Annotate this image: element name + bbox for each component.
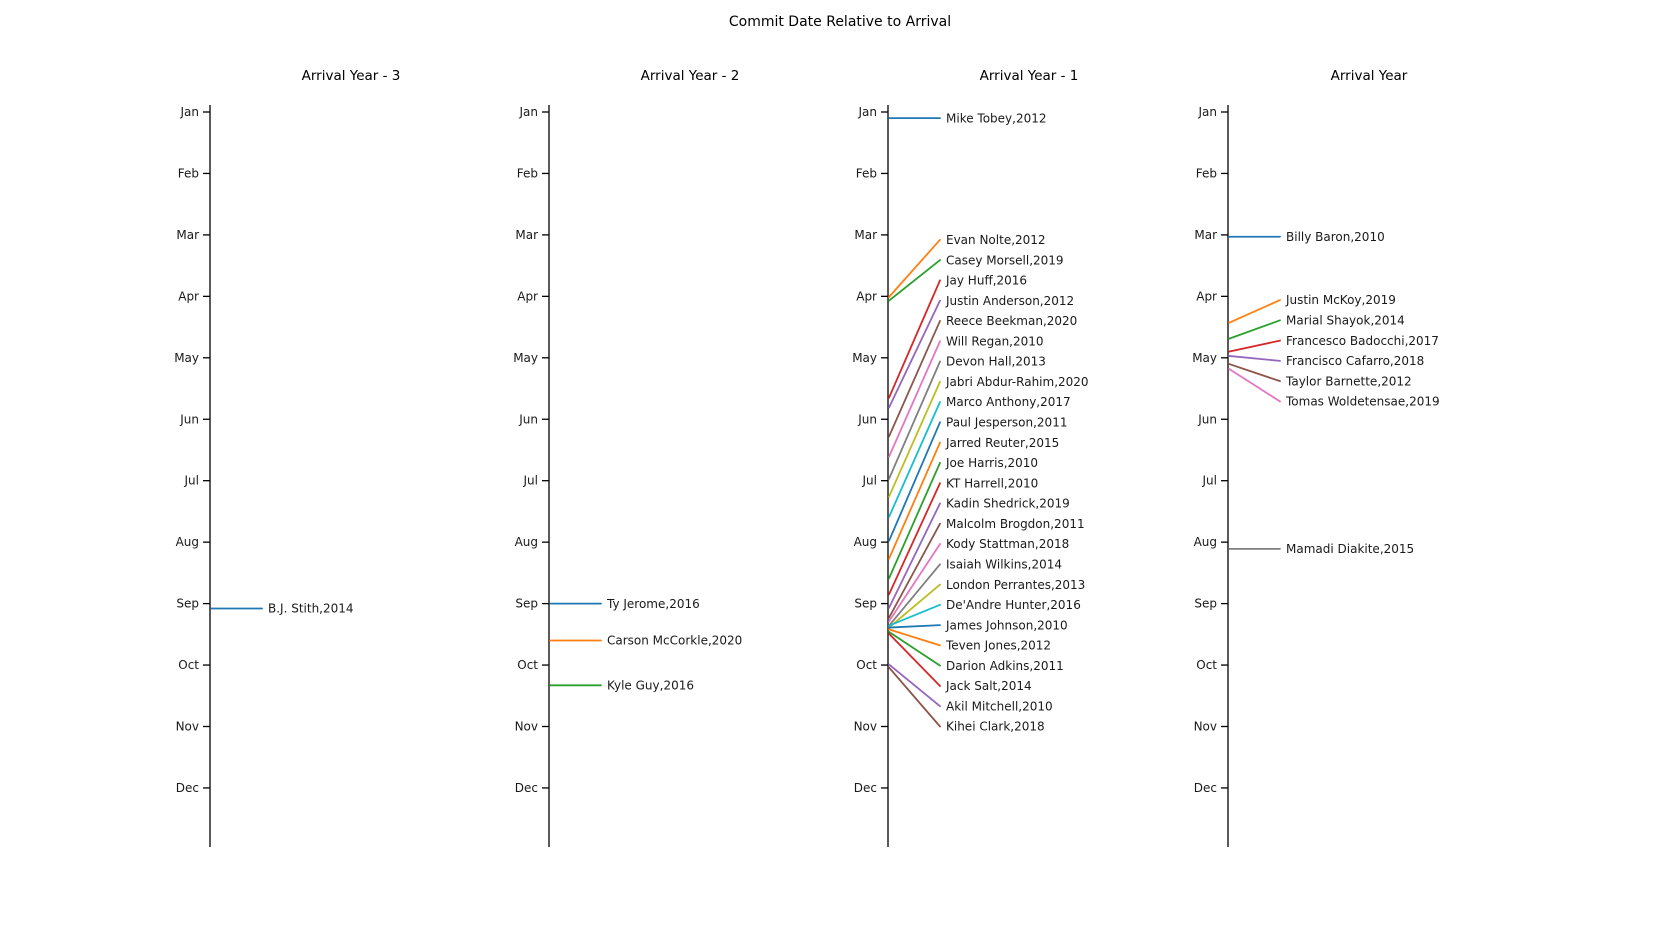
player-label: Justin Anderson,2012 [946,293,1075,308]
month-tick-label: Jun [858,412,877,427]
month-tick-label: Oct [178,658,199,673]
month-tick-label: Nov [175,719,199,734]
month-tick-label: Jan [858,105,877,119]
commit-line [889,301,940,408]
player-label: Will Regan,2010 [946,334,1044,349]
month-tick-label: Apr [517,289,538,304]
month-tick-label: Feb [177,166,199,181]
player-label: London Perrantes,2013 [946,577,1086,592]
player-label: Francesco Badocchi,2017 [1286,333,1439,348]
month-tick-label: May [852,350,877,365]
panel-title-arrival-year-3: Arrival Year - 3 [301,68,401,84]
panel-2 [513,105,742,847]
month-tick-label: Apr [178,289,199,304]
month-tick-label: Mar [854,227,877,242]
player-label: Joe Harris,2010 [946,456,1039,471]
month-tick-label: Feb [1195,166,1217,181]
player-label: Isaiah Wilkins,2014 [946,557,1063,572]
commit-line [1229,364,1280,381]
player-label: Jack Salt,2014 [946,679,1032,694]
player-label: Kihei Clark,2018 [946,719,1045,734]
player-label: Mike Tobey,2012 [946,111,1047,126]
month-tick-label: Aug [1193,535,1217,550]
month-tick-label: Jul [1202,473,1217,488]
commit-line [889,564,940,625]
player-label: Marco Anthony,2017 [946,395,1071,410]
player-label: Devon Hall,2013 [946,354,1046,369]
player-label: Jarred Reuter,2015 [946,435,1060,450]
month-tick-label: Dec [175,780,199,795]
player-label: Evan Nolte,2012 [946,233,1046,248]
panel-title-arrival-year: Arrival Year [1330,68,1408,84]
player-label: Casey Morsell,2019 [946,253,1064,268]
month-tick-label: Oct [856,658,877,673]
commit-line [1229,320,1280,338]
month-tick-label: Sep [515,596,538,611]
player-label: Reece Beekman,2020 [946,314,1078,329]
month-tick-label: Jan [180,105,199,119]
month-tick-label: Jun [1198,412,1217,427]
commit-line [889,664,940,706]
month-tick-label: Nov [514,719,538,734]
month-tick-label: Mar [176,227,199,242]
player-label: De'Andre Hunter,2016 [946,598,1081,613]
player-label: Paul Jesperson,2011 [946,415,1068,430]
month-tick-label: Feb [855,166,877,181]
month-tick-label: Dec [514,780,538,795]
month-tick-label: Apr [856,289,877,304]
panel-3 [852,105,1088,847]
month-tick-label: Jan [1198,105,1217,119]
panel-title-arrival-year-1: Arrival Year - 1 [979,68,1079,84]
commit-line [1229,369,1280,402]
month-tick-label: Apr [1196,289,1217,304]
player-label: Akil Mitchell,2010 [946,699,1053,714]
panel-4 [1192,105,1439,847]
month-tick-label: May [174,350,199,365]
player-label: Billy Baron,2010 [1286,229,1385,244]
month-tick-label: Aug [514,535,538,550]
player-label: James Johnson,2010 [946,618,1068,633]
month-tick-label: Oct [517,658,538,673]
player-label: KT Harrell,2010 [946,476,1039,491]
month-tick-label: Dec [853,780,877,795]
month-tick-label: Nov [1193,719,1217,734]
month-tick-label: Oct [1196,658,1217,673]
month-tick-label: Aug [175,535,199,550]
month-tick-label: Jan [519,105,538,119]
player-label: Francisco Cafarro,2018 [1286,354,1425,369]
month-tick-label: Aug [853,535,877,550]
month-tick-label: Sep [1194,596,1217,611]
commit-line [1229,300,1280,323]
player-label: Ty Jerome,2016 [607,596,700,611]
commit-line [1229,341,1280,352]
month-tick-label: Jul [184,473,199,488]
month-tick-label: Jul [862,473,877,488]
month-tick-label: May [1192,350,1217,365]
player-label: Kyle Guy,2016 [607,678,694,693]
month-tick-label: Feb [516,166,538,181]
player-label: Jabri Abdur-Rahim,2020 [946,374,1089,389]
player-label: Kody Stattman,2018 [946,537,1070,552]
month-tick-label: Jul [523,473,538,488]
player-label: Carson McCorkle,2020 [607,633,743,648]
commit-line [889,668,940,727]
player-label: Teven Jones,2012 [946,638,1052,653]
player-label: Justin McKoy,2019 [1286,293,1396,308]
month-tick-label: Jun [519,412,538,427]
panel-title-arrival-year-2: Arrival Year - 2 [640,68,740,84]
commit-line [1229,356,1280,361]
player-label: Marial Shayok,2014 [1286,313,1405,328]
month-tick-label: Jun [180,412,199,427]
month-tick-label: Nov [853,719,877,734]
commit-line [889,625,940,627]
player-label: Taylor Barnette,2012 [1286,374,1412,389]
month-tick-label: Dec [1193,780,1217,795]
panel-1 [174,105,353,847]
player-label: Tomas Woldetensae,2019 [1286,394,1440,409]
player-label: Mamadi Diakite,2015 [1286,542,1415,557]
player-label: B.J. Stith,2014 [268,601,354,616]
commit-line [889,260,940,301]
month-tick-label: Mar [515,227,538,242]
month-tick-label: Sep [176,596,199,611]
player-label: Jay Huff,2016 [946,273,1028,288]
player-label: Malcolm Brogdon,2011 [946,516,1085,531]
player-label: Darion Adkins,2011 [946,658,1064,673]
month-tick-label: Sep [854,596,877,611]
month-tick-label: Mar [1194,227,1217,242]
commit-line [889,240,940,297]
figure-title: Commit Date Relative to Arrival [728,14,952,30]
player-label: Kadin Shedrick,2019 [946,496,1070,511]
month-tick-label: May [513,350,538,365]
